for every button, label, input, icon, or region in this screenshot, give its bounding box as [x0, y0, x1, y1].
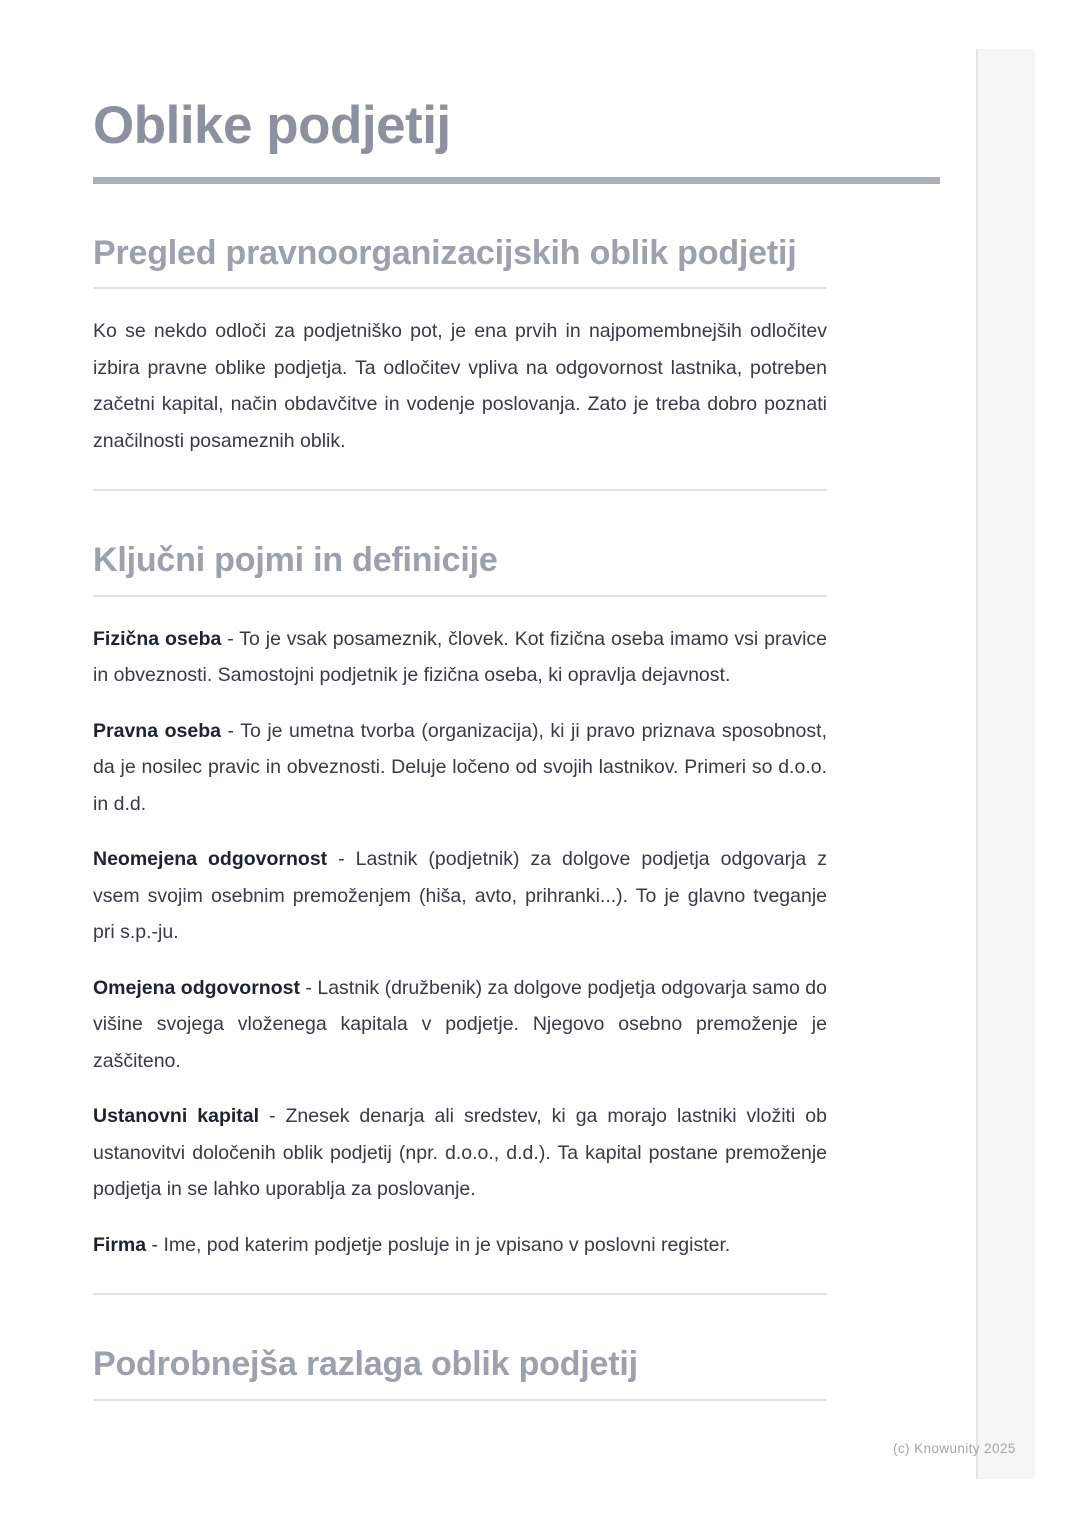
intro-paragraph — [93, 313, 827, 459]
definition-term: Ustanovni kapital — [93, 1105, 260, 1128]
page-side-strip — [976, 49, 1035, 1479]
definition-term: Firma — [93, 1233, 147, 1256]
definition-text: - Lastnik (družbenik) za dolgove podjetja odgovarja samo do višine svojega vloženega kapitala v podjetje. Njegovo osebno premoženje je zaščiteno. — [93, 976, 827, 1072]
definition-term: Neomejena odgovornost — [93, 848, 328, 871]
section-pregled-paragraphs — [93, 313, 827, 459]
section-heading-podrobnejsa-razlaga: Podrobnejša razlaga oblik podjetij — [93, 1345, 638, 1384]
definition-paragraph — [93, 713, 827, 823]
heading-divider — [93, 1399, 827, 1401]
section-divider — [93, 489, 827, 491]
section-divider — [93, 1293, 827, 1295]
intro-paragraph-text: Ko se nekdo odloči za podjetniško pot, je ena prvih in najpomembnejših odločitev izbira pravne oblike podjetja. Ta odločitev vpliva na odgovornost lastnika, potreben začetni kapital, način obdavčitve in vodenje poslovanja. Zato je treba dobro poznati značilnosti posameznih oblik. — [93, 320, 827, 452]
definition-paragraph — [93, 970, 827, 1080]
definition-term: Fizična oseba — [93, 627, 222, 650]
title-divider — [93, 177, 940, 184]
definition-term: Omejena odgovornost — [93, 976, 300, 999]
section-kljucni-pojmi-paragraphs — [93, 621, 827, 1264]
definition-text: - Znesek denarja ali sredstev, ki ga morajo lastniki vložiti ob ustanovitvi določenih oblik podjetij (npr. d.o.o., d.d.). Ta kapital postane premoženje podjetja in se lahko uporablja za poslovanje. — [93, 1105, 827, 1201]
section-heading-kljucni-pojmi: Ključni pojmi in definicije — [93, 541, 498, 580]
heading-divider — [93, 595, 827, 597]
definition-paragraph — [93, 841, 827, 951]
definition-text: - To je umetna tvorba (organizacija), ki ji pravo priznava sposobnost, da je nosilec pravic in obveznosti. Deluje ločeno od svojih lastnikov. Primeri so d.o.o. in d.d. — [93, 719, 827, 815]
definition-paragraph — [93, 621, 827, 694]
definition-text: - Lastnik (podjetnik) za dolgove podjetja odgovarja z vsem svojim osebnim premoženjem (hiša, avto, prihranki...). To je glavno tveganje pri s.p.-ju. — [93, 848, 827, 944]
section-heading-pregled: Pregled pravnoorganizacijskih oblik podjetij — [93, 233, 797, 272]
definition-text: - To je vsak posameznik, človek. Kot fizična oseba imamo vsi pravice in obveznosti. Samostojni podjetnik je fizična oseba, ki opravlja dejavnost. — [93, 627, 827, 687]
heading-divider — [93, 287, 827, 289]
definition-term: Pravna oseba — [93, 719, 221, 742]
document-body — [93, 0, 827, 1401]
definition-text: - Ime, pod katerim podjetje posluje in je vpisano v poslovni register. — [146, 1233, 731, 1256]
copyright-text: (c) Knowunity 2025 — [893, 1441, 1016, 1456]
document-title: Oblike podjetij — [93, 96, 451, 155]
definition-paragraph — [93, 1227, 827, 1264]
definition-paragraph — [93, 1098, 827, 1208]
